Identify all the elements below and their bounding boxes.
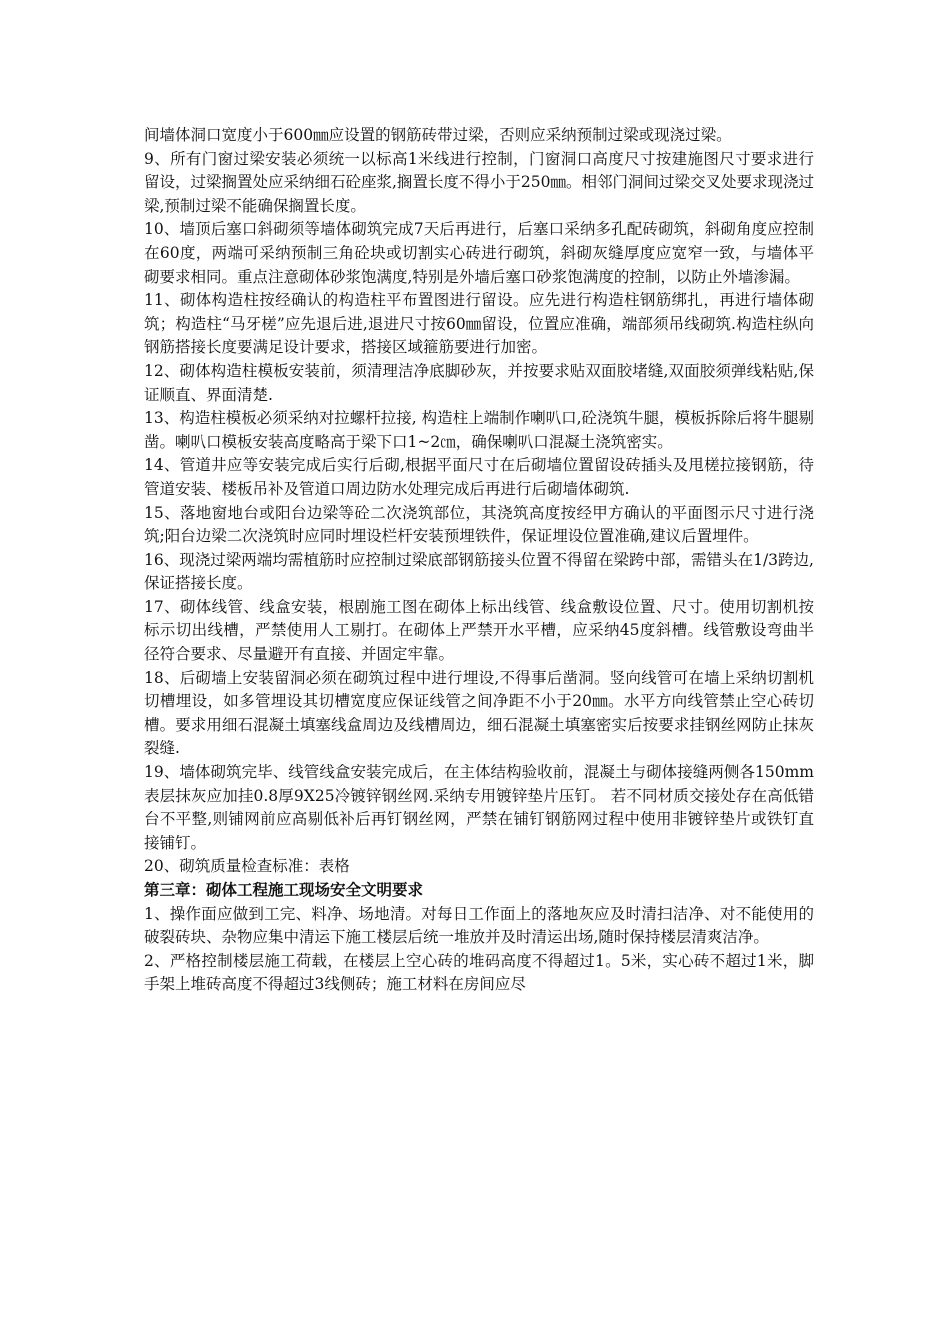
paragraph-item-16: 16、现浇过梁两端均需植筋时应控制过梁底部钢筋接头位置不得留在梁跨中部，需错头在1/3跨边,保证搭接长度。 (144, 550, 814, 593)
document-page (144, 124, 814, 997)
paragraph-item-17: 17、砌体线管、线盒安装，根剧施工图在砌体上标出线管、线盒敷设位置、尺寸。使用切割机按标示切出线槽，严禁使用人工剔打。在砌体上严禁开水平槽，应采纳45度斜槽。线管敷设弯曲半径符合要求、尽量避开有直接、并固定牢靠。 (144, 597, 814, 664)
paragraph-item-15: 15、落地窗地台或阳台边梁等砼二次浇筑部位，其浇筑高度按经甲方确认的平面图示尺寸进行浇筑;阳台边梁二次浇筑时应同时埋设栏杆安装预埋铁件，保证埋设位置准确,建议后置埋件。 (144, 503, 814, 546)
paragraph-item-14: 14、管道井应等安装完成后实行后砌,根据平面尺寸在后砌墙位置留设砖插头及甩槎拉接钢筋，待管道安装、楼板吊补及管道口周边防水处理完成后再进行后砌墙体砌筑. (144, 456, 814, 498)
paragraph-item-9: 9、所有门窗过梁安装必须统一以标高1米线进行控制，门窗洞口高度尺寸按建施图尺寸要求进行留设，过梁搁置处应采纳细石砼座浆,搁置长度不得小于250㎜。相邻门洞间过梁交叉处要求现浇过梁,预制过梁不能确保搁置长度。 (144, 149, 815, 215)
paragraph-item-20: 20、砌筑质量检查标准：表格 (144, 857, 350, 876)
paragraph-safety-1: 1、操作面应做到工完、料净、场地清。对每日工作面上的落地灰应及时清扫洁净、对不能使用的破裂砖块、杂物应集中清运下施工楼层后统一堆放并及时清运出场,随时保持楼层清爽洁净。 (144, 904, 814, 947)
paragraph-item-12: 12、砌体构造柱模板安装前，须清理洁净底脚砂灰，并按要求贴双面胶堵缝,双面胶须弹线粘贴,保证顺直、界面清楚. (144, 361, 814, 404)
paragraph-lintel-intro: 间墙体洞口宽度小于600㎜应设置的钢筋砖带过梁，否则应采纳预制过梁或现浇过梁。 (144, 126, 732, 144)
paragraph-item-18: 18、后砌墙上安装留洞必须在砌筑过程中进行埋设,不得事后凿洞。竖向线管可在墙上采纳切割机切槽埋设，如多管埋设其切槽宽度应保证线管之间净距不小于20㎜。水平方向线管禁止空心砖切槽。要求用细石混凝土填塞线盒周边及线槽周边，细石混凝土填塞密实后按要求挂钢丝网防止抹灰裂缝. (144, 668, 814, 758)
paragraph-item-19: 19、墙体砌筑完毕、线管线盒安装完成后，在主体结构验收前，混凝土与砌体接缝两侧各150mm表层抹灰应加挂0.8厚9X25冷镀锌钢丝网.采纳专用镀锌垫片压钉。 若不同材质交接处存在高低错台不平整,则铺网前应高剔低补后再钉钢丝网，严禁在铺钉钢筋网过程中使用非镀锌垫片或铁钉直接铺钉。 (144, 763, 814, 852)
paragraph-item-13: 13、构造柱模板必须采纳对拉螺杆拉接, 构造柱上端制作喇叭口,砼浇筑牛腿，模板拆除后将牛腿剔凿。喇叭口模板安装高度略高于梁下口1~2㎝，确保喇叭口混凝土浇筑密实。 (144, 409, 815, 451)
chapter-heading: 第三章：砌体工程施工现场安全文明要求 (144, 881, 424, 899)
paragraph-item-11: 11、砌体构造柱按经确认的构造柱平布置图进行留设。应先进行构造柱钢筋绑扎，再进行墙体砌筑；构造柱“马牙槎”应先退后进,退进尺寸按60㎜留设，位置应准确，端部须吊线砌筑.构造柱纵向钢筋搭接长度要满足设计要求，搭接区域箍筋要进行加密。 (144, 291, 814, 357)
paragraph-item-10: 10、墙顶后塞口斜砌须等墙体砌筑完成7天后再进行，后塞口采纳多孔配砖砌筑，斜砌角度应控制在60度，两端可采纳预制三角砼块或切割实心砖进行砌筑，斜砌灰缝厚度应宽窄一致，与墙体平砌要求相同。重点注意砌体砂浆饱满度,特别是外墙后塞口砂浆饱满度的控制，以防止外墙渗漏。 (144, 220, 814, 286)
paragraph-safety-2: 2、严格控制楼层施工荷载，在楼层上空心砖的堆码高度不得超过1。5米，实心砖不超过1米，脚手架上堆砖高度不得超过3线侧砖；施工材料在房间应尽 (144, 951, 814, 994)
